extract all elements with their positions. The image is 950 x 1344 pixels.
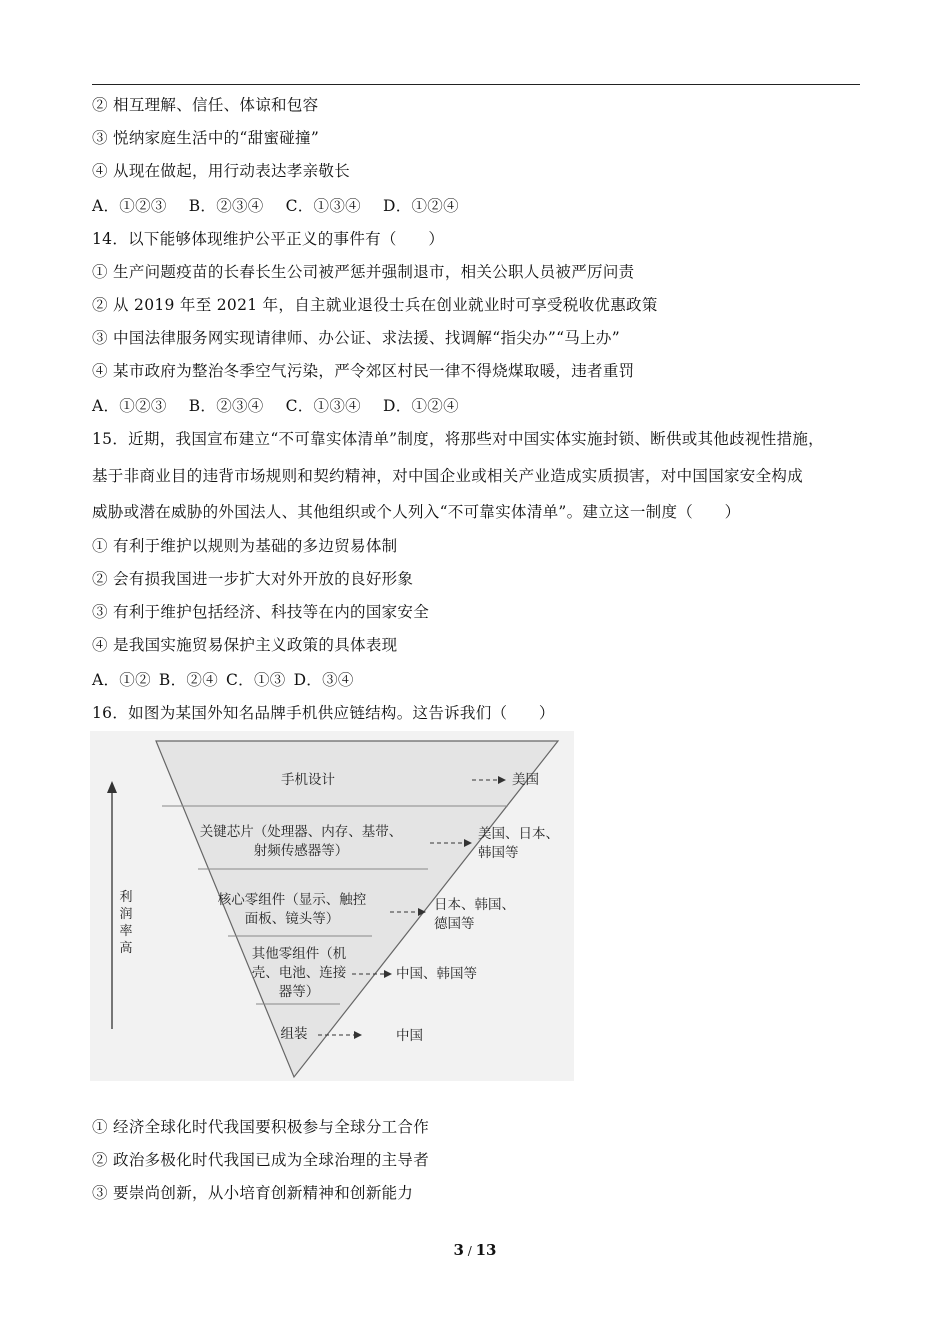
- tier-design: 手机设计: [281, 772, 335, 788]
- q15-item-4: ④ 是我国实施贸易保护主义政策的具体表现: [92, 636, 398, 654]
- q16-stem: 16．如图为某国外知名品牌手机供应链结构。这告诉我们（ ）: [92, 704, 555, 722]
- q15-stem-line-2: 基于非商业目的违背市场规则和契约精神，对中国企业或相关产业造成实质损害，对中国国家安全构成: [92, 467, 804, 485]
- q15-option-d[interactable]: D．③④: [293, 671, 354, 689]
- tier-core-components: 核心零组件（显示、触控面板、镜头等）: [217, 892, 367, 927]
- q13-options: [92, 196, 481, 216]
- q15-item-3: ③ 有利于维护包括经济、科技等在内的国家安全: [92, 603, 430, 621]
- q14-option-a[interactable]: A．①②③: [92, 397, 167, 415]
- page-total: 13: [475, 1241, 497, 1259]
- tier-core-countries: 日本、韩国、德国等: [434, 897, 515, 932]
- axis-arrowhead: [107, 781, 117, 793]
- tier-other-countries: 中国、韩国等: [396, 966, 477, 982]
- q15-options: [92, 670, 362, 690]
- q14-options: [92, 396, 481, 416]
- q13-option-b[interactable]: B．②③④: [188, 197, 264, 215]
- q14-item-2: ② 从 2019 年至 2021 年，自主就业退役士兵在创业就业时可享受税收优惠政策: [92, 296, 658, 314]
- q16-item-2: ② 政治多极化时代我国已成为全球治理的主导者: [92, 1151, 430, 1169]
- q13-option-a[interactable]: A．①②③: [92, 197, 167, 215]
- q14-option-b[interactable]: B．②③④: [188, 397, 264, 415]
- q14-item-1: ① 生产问题疫苗的长春长生公司被严惩并强制退市，相关公职人员被严厉问责: [92, 263, 635, 281]
- q14-item-4: ④ 某市政府为整治冬季空气污染，严令郊区村民一律不得烧煤取暖，违者重罚: [92, 362, 635, 380]
- page-number: [0, 1241, 950, 1259]
- q14-stem: 14．以下能够体现维护公平正义的事件有（ ）: [92, 230, 445, 248]
- q15-option-c[interactable]: C．①③: [226, 671, 286, 689]
- q16-item-3: ③ 要崇尚创新，从小培育创新精神和创新能力: [92, 1184, 414, 1202]
- profit-axis-label: 利润率高: [119, 890, 133, 956]
- q13-item-2: ② 相互理解、信任、体谅和包容: [92, 96, 319, 114]
- q15-item-1: ① 有利于维护以规则为基础的多边贸易体制: [92, 537, 398, 555]
- tier-chips-countries: 美国、日本、韩国等: [478, 826, 559, 861]
- page-separator: /: [467, 1244, 472, 1258]
- tier-assembly: 组装: [280, 1026, 308, 1042]
- q13-item-3: ③ 悦纳家庭生活中的“甜蜜碰撞”: [92, 129, 320, 147]
- tier-chips: 关键芯片（处理器、内存、基带、射频传感器等）: [199, 824, 403, 859]
- supply-chain-figure: [90, 731, 574, 1081]
- q13-item-4: ④ 从现在做起，用行动表达孝亲敬长: [92, 162, 351, 180]
- q16-item-1: ① 经济全球化时代我国要积极参与全球分工合作: [92, 1118, 430, 1136]
- q15-stem-line-1: 15．近期，我国宣布建立“不可靠实体清单”制度，将那些对中国实体实施封锁、断供或其他歧视性措施，: [92, 430, 824, 448]
- tier-design-countries: 美国: [512, 772, 539, 788]
- q13-option-c[interactable]: C．①③④: [285, 197, 361, 215]
- q15-option-b[interactable]: B．②④: [158, 671, 218, 689]
- q15-item-2: ② 会有损我国进一步扩大对外开放的良好形象: [92, 570, 414, 588]
- header-rule: [92, 84, 860, 85]
- q15-stem-line-3: 威胁或潜在威胁的外国法人、其他组织或个人列入“不可靠实体清单”。建立这一制度（ ）: [92, 503, 741, 521]
- q14-item-3: ③ 中国法律服务网实现请律师、办公证、求法援、找调解“指尖办”“马上办”: [92, 329, 620, 347]
- page-current: 3: [453, 1241, 464, 1259]
- q13-option-d[interactable]: D．①②④: [382, 197, 459, 215]
- q14-option-d[interactable]: D．①②④: [382, 397, 459, 415]
- q15-option-a[interactable]: A．①②: [92, 671, 151, 689]
- tier-assembly-countries: 中国: [396, 1028, 423, 1044]
- tier-other-components: 其他零组件（机壳、电池、连接器等）: [251, 946, 347, 1000]
- q14-option-c[interactable]: C．①③④: [285, 397, 361, 415]
